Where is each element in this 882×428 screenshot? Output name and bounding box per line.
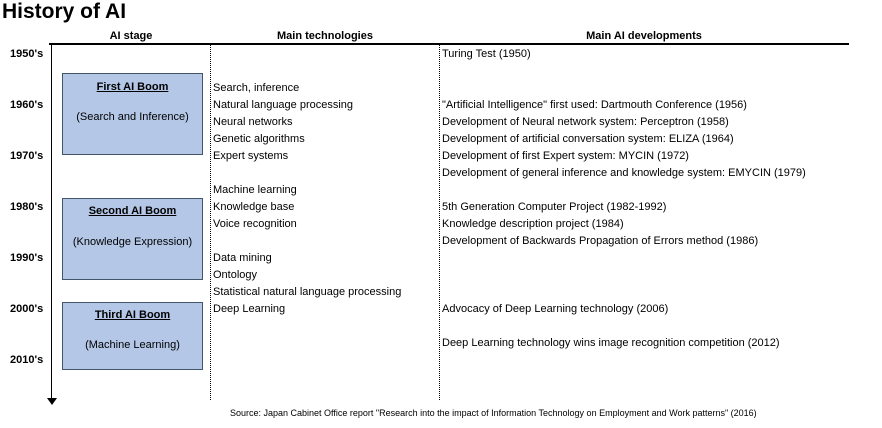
technology-item: Expert systems: [213, 150, 289, 162]
development-item: Turing Test (1950): [442, 48, 531, 60]
technology-item: Data mining: [213, 252, 272, 264]
column-header-developments: Main AI developments: [586, 30, 702, 42]
development-item: Advocacy of Deep Learning technology (2006): [442, 303, 669, 315]
development-item: Development of Backwards Propagation of Errors method (1986): [442, 235, 759, 247]
technology-item: Statistical natural language processing: [213, 286, 402, 298]
source-note: Source: Japan Cabinet Office report "Research into the impact of Information Technology on Employment and Work patterns" (2016): [230, 408, 757, 418]
technology-item: Natural language processing: [213, 99, 354, 111]
timeline-axis: [51, 43, 52, 401]
timeline-arrow-icon: [47, 398, 57, 405]
stage-box-second-ai-boom: [62, 198, 203, 280]
decade-label: 2010's: [10, 354, 44, 366]
stage-box-third-ai-boom: [62, 302, 203, 370]
decade-label: 1980's: [10, 201, 44, 213]
header-rule: [49, 43, 849, 45]
stage-title: Third AI Boom: [94, 309, 171, 321]
development-item: Knowledge description project (1984): [442, 218, 624, 230]
technology-item: Deep Learning: [213, 303, 286, 315]
stage-box-first-ai-boom: [62, 73, 203, 155]
technology-item: Neural networks: [213, 116, 293, 128]
stage-subtitle: (Search and Inference): [76, 111, 189, 123]
stage-title: Second AI Boom: [88, 205, 177, 217]
technology-item: Genetic algorithms: [213, 133, 305, 145]
technology-item: Search, inference: [213, 82, 300, 94]
development-item: 5th Generation Computer Project (1982-1992): [442, 201, 667, 213]
stage-subtitle: (Knowledge Expression): [72, 236, 193, 248]
column-divider-technologies: [439, 44, 440, 400]
development-item: Deep Learning technology wins image recognition competition (2012): [442, 337, 780, 349]
column-divider-stage: [210, 44, 211, 400]
page-title: History of AI: [2, 0, 127, 23]
development-item: Development of general inference and knowledge system: EMYCIN (1979): [442, 167, 806, 179]
decade-label: 1990's: [10, 252, 44, 264]
stage-subtitle: (Machine Learning): [85, 339, 180, 351]
decade-label: 1950's: [10, 48, 44, 60]
column-header-technologies: Main technologies: [277, 30, 373, 42]
decade-label: 1960's: [10, 99, 44, 111]
stage-title: First AI Boom: [96, 81, 169, 93]
development-item: Development of first Expert system: MYCIN (1972): [442, 150, 689, 162]
decade-label: 2000's: [10, 303, 44, 315]
technology-item: Ontology: [213, 269, 258, 281]
development-item: "Artificial Intelligence" first used: Dartmouth Conference (1956): [442, 99, 747, 111]
development-item: Development of artificial conversation system: ELIZA (1964): [442, 133, 734, 145]
technology-item: Voice recognition: [213, 218, 297, 230]
technology-item: Knowledge base: [213, 201, 295, 213]
decade-label: 1970's: [10, 150, 44, 162]
technology-item: Machine learning: [213, 184, 297, 196]
column-header-stage: AI stage: [109, 30, 153, 42]
development-item: Development of Neural network system: Perceptron (1958): [442, 116, 729, 128]
